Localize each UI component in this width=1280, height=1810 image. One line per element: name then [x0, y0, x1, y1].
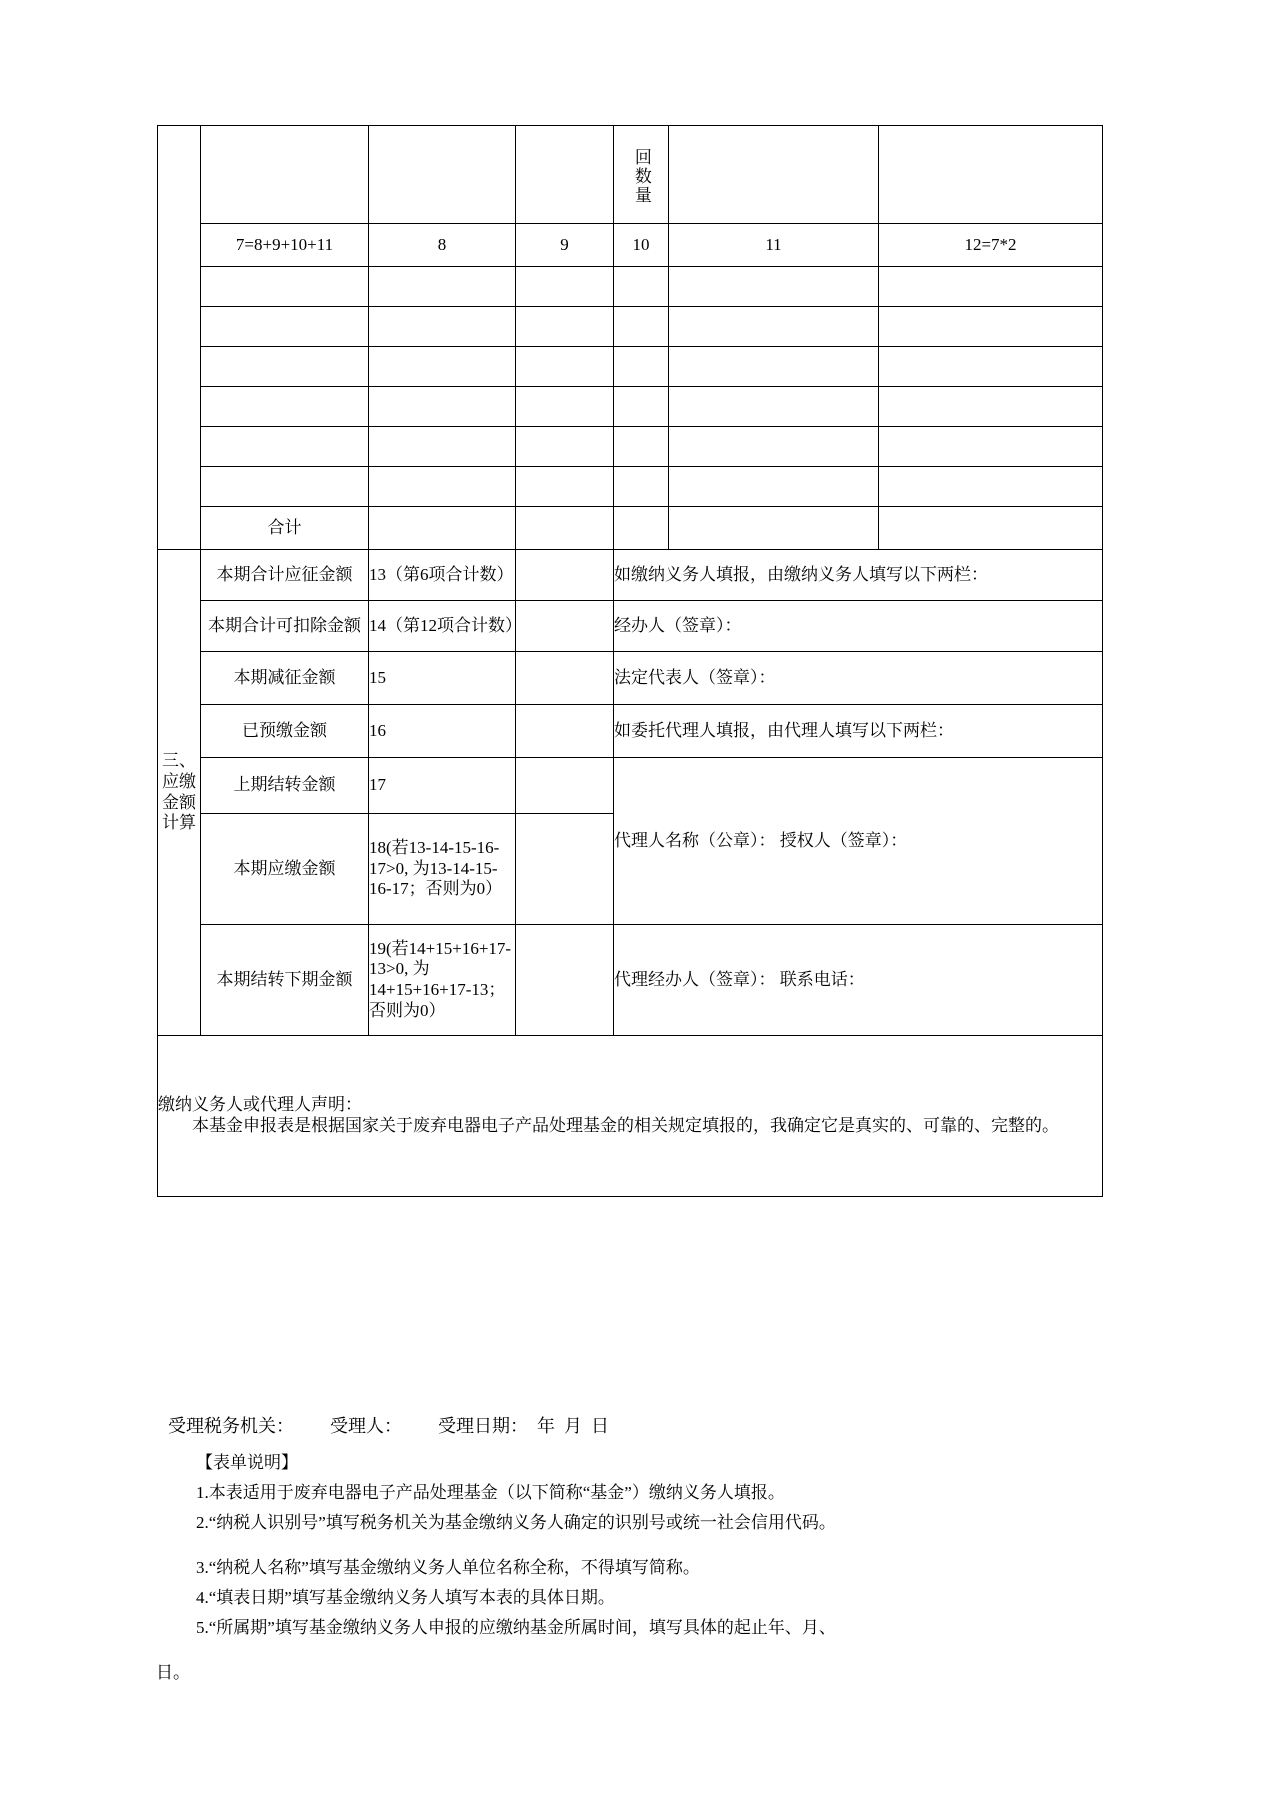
- declaration-row: [158, 1036, 1103, 1197]
- cell-9[interactable]: [516, 427, 614, 467]
- table-row[interactable]: [158, 387, 1103, 427]
- table-row[interactable]: [158, 307, 1103, 347]
- row-value-14[interactable]: [516, 601, 614, 652]
- cell-12[interactable]: [879, 387, 1103, 427]
- cell-8[interactable]: [369, 467, 516, 507]
- cell-11[interactable]: [669, 467, 879, 507]
- note-4: 4.“填表日期”填写基金缴纳义务人填写本表的具体日期。: [196, 1588, 615, 1607]
- cell-11[interactable]: [669, 267, 879, 307]
- table-row[interactable]: [158, 267, 1103, 307]
- row-label-18: 本期应缴金额: [201, 814, 369, 925]
- cell-12[interactable]: [879, 427, 1103, 467]
- declaration-title: 缴纳义务人或代理人声明：: [158, 1095, 362, 1115]
- declaration-body: 本基金申报表是根据国家关于废弃电器电子产品处理基金的相关规定填报的，我确定它是真实的、可靠的、完整的。: [192, 1116, 1059, 1135]
- section3-row-5: [158, 758, 1103, 814]
- cell-11[interactable]: [669, 347, 879, 387]
- total-cell-10[interactable]: [614, 507, 669, 550]
- header-col-7: [201, 126, 369, 224]
- cell-9[interactable]: [516, 387, 614, 427]
- cell-10[interactable]: [614, 347, 669, 387]
- cell-9[interactable]: [516, 307, 614, 347]
- declaration-block: [158, 1036, 1103, 1197]
- row-formula-15: 15: [369, 652, 516, 705]
- row-label-15: 本期减征金额: [201, 652, 369, 705]
- cell-12[interactable]: [879, 267, 1103, 307]
- colnum-10: 10: [614, 224, 669, 267]
- colnum-9: 9: [516, 224, 614, 267]
- header-col-11: [669, 126, 879, 224]
- cell-12[interactable]: [879, 307, 1103, 347]
- row-label-19: 本期结转下期金额: [201, 925, 369, 1036]
- cell-10[interactable]: [614, 427, 669, 467]
- cell-7[interactable]: [201, 427, 369, 467]
- row-formula-17: 17: [369, 758, 516, 814]
- colnum-7: 7=8+9+10+11: [201, 224, 369, 267]
- section3-row-3: [158, 652, 1103, 705]
- row-value-16[interactable]: [516, 705, 614, 758]
- cell-9[interactable]: [516, 347, 614, 387]
- signature-note-obligor: 如缴纳义务人填报，由缴纳义务人填写以下两栏：: [614, 550, 1103, 601]
- section3-row-7: [158, 925, 1103, 1036]
- total-cell-8[interactable]: [369, 507, 516, 550]
- cell-7[interactable]: [201, 347, 369, 387]
- row-label-17: 上期结转金额: [201, 758, 369, 814]
- cell-12[interactable]: [879, 467, 1103, 507]
- row-value-17[interactable]: [516, 758, 614, 814]
- signature-note-agent: 如委托代理人填报，由代理人填写以下两栏：: [614, 705, 1103, 758]
- acceptance-line: 受理税务机关： 受理人： 受理日期： 年 月 日: [168, 1416, 609, 1436]
- total-label: 合计: [201, 507, 369, 550]
- form-notes: [196, 1448, 1096, 1643]
- signature-legal-rep[interactable]: 法定代表人（签章）：: [614, 652, 1103, 705]
- row-value-19[interactable]: [516, 925, 614, 1036]
- row-label-16: 已预缴金额: [201, 705, 369, 758]
- cell-7[interactable]: [201, 267, 369, 307]
- colnum-12: 12=7*2: [879, 224, 1103, 267]
- cell-10[interactable]: [614, 467, 669, 507]
- header-col-8: [369, 126, 516, 224]
- cell-8[interactable]: [369, 307, 516, 347]
- note-3: 3.“纳税人名称”填写基金缴纳义务人单位名称全称，不得填写简称。: [196, 1558, 700, 1578]
- notes-gap: [196, 1537, 1096, 1553]
- header-left-spacer: [158, 126, 201, 550]
- row-value-13[interactable]: [516, 550, 614, 601]
- section3-row-2: [158, 601, 1103, 652]
- row-value-18[interactable]: [516, 814, 614, 925]
- row-formula-16: 16: [369, 705, 516, 758]
- table-row[interactable]: [158, 347, 1103, 387]
- total-cell-12[interactable]: [879, 507, 1103, 550]
- header-col-10: [614, 126, 669, 224]
- notes-title: 【表单说明】: [196, 1453, 298, 1472]
- signature-agent-handler[interactable]: 代理经办人（签章）： 联系电话：: [614, 925, 1103, 1036]
- cell-9[interactable]: [516, 467, 614, 507]
- row-formula-18: 18(若13-14-15-16-17>0, 为13-14-15-16-17；否则为0）: [369, 814, 516, 925]
- row-formula-13: 13（第6项合计数）: [369, 550, 516, 601]
- notes-tail: 日。: [156, 1663, 190, 1682]
- row-label-13: 本期合计应征金额: [201, 550, 369, 601]
- fund-declaration-table: [157, 125, 1103, 1197]
- section3-label: 三、应缴金额计算: [158, 550, 201, 1036]
- column-number-row: [158, 224, 1103, 267]
- header-col-9: [516, 126, 614, 224]
- note-2: 2.“纳税人识别号”填写税务机关为基金缴纳义务人确定的识别号或统一社会信用代码。: [196, 1512, 836, 1532]
- total-cell-11[interactable]: [669, 507, 879, 550]
- cell-7[interactable]: [201, 387, 369, 427]
- row-label-14: 本期合计可扣除金额: [201, 601, 369, 652]
- cell-7[interactable]: [201, 467, 369, 507]
- signature-agent-name[interactable]: 代理人名称（公章）： 授权人（签章）：: [614, 758, 1103, 925]
- header-vertical-label: 回数量: [631, 148, 651, 205]
- total-cell-9[interactable]: [516, 507, 614, 550]
- row-value-15[interactable]: [516, 652, 614, 705]
- note-1: 1.本表适用于废弃电器电子产品处理基金（以下简称“基金”）缴纳义务人填报。: [196, 1482, 785, 1502]
- cell-10[interactable]: [614, 387, 669, 427]
- cell-7[interactable]: [201, 307, 369, 347]
- row-formula-14: 14（第12项合计数）: [369, 601, 516, 652]
- total-row: [158, 507, 1103, 550]
- cell-10[interactable]: [614, 267, 669, 307]
- section3-row-4: [158, 705, 1103, 758]
- table-header-row: [158, 126, 1103, 224]
- cell-8[interactable]: [369, 427, 516, 467]
- cell-9[interactable]: [516, 267, 614, 307]
- colnum-8: 8: [369, 224, 516, 267]
- row-formula-19: 19(若14+15+16+17-13>0, 为14+15+16+17-13；否则为0）: [369, 925, 516, 1036]
- section3-row-1: [158, 550, 1103, 601]
- cell-8[interactable]: [369, 387, 516, 427]
- note-5: 5.“所属期”填写基金缴纳义务人申报的应缴纳基金所属时间，填写具体的起止年、月、: [196, 1617, 836, 1637]
- cell-11[interactable]: [669, 427, 879, 467]
- header-col-12: [879, 126, 1103, 224]
- cell-12[interactable]: [879, 347, 1103, 387]
- cell-11[interactable]: [669, 307, 879, 347]
- cell-11[interactable]: [669, 387, 879, 427]
- table-row[interactable]: [158, 427, 1103, 467]
- cell-10[interactable]: [614, 307, 669, 347]
- signature-handler[interactable]: 经办人（签章）：: [614, 601, 1103, 652]
- table-row[interactable]: [158, 467, 1103, 507]
- colnum-11: 11: [669, 224, 879, 267]
- cell-8[interactable]: [369, 347, 516, 387]
- cell-8[interactable]: [369, 267, 516, 307]
